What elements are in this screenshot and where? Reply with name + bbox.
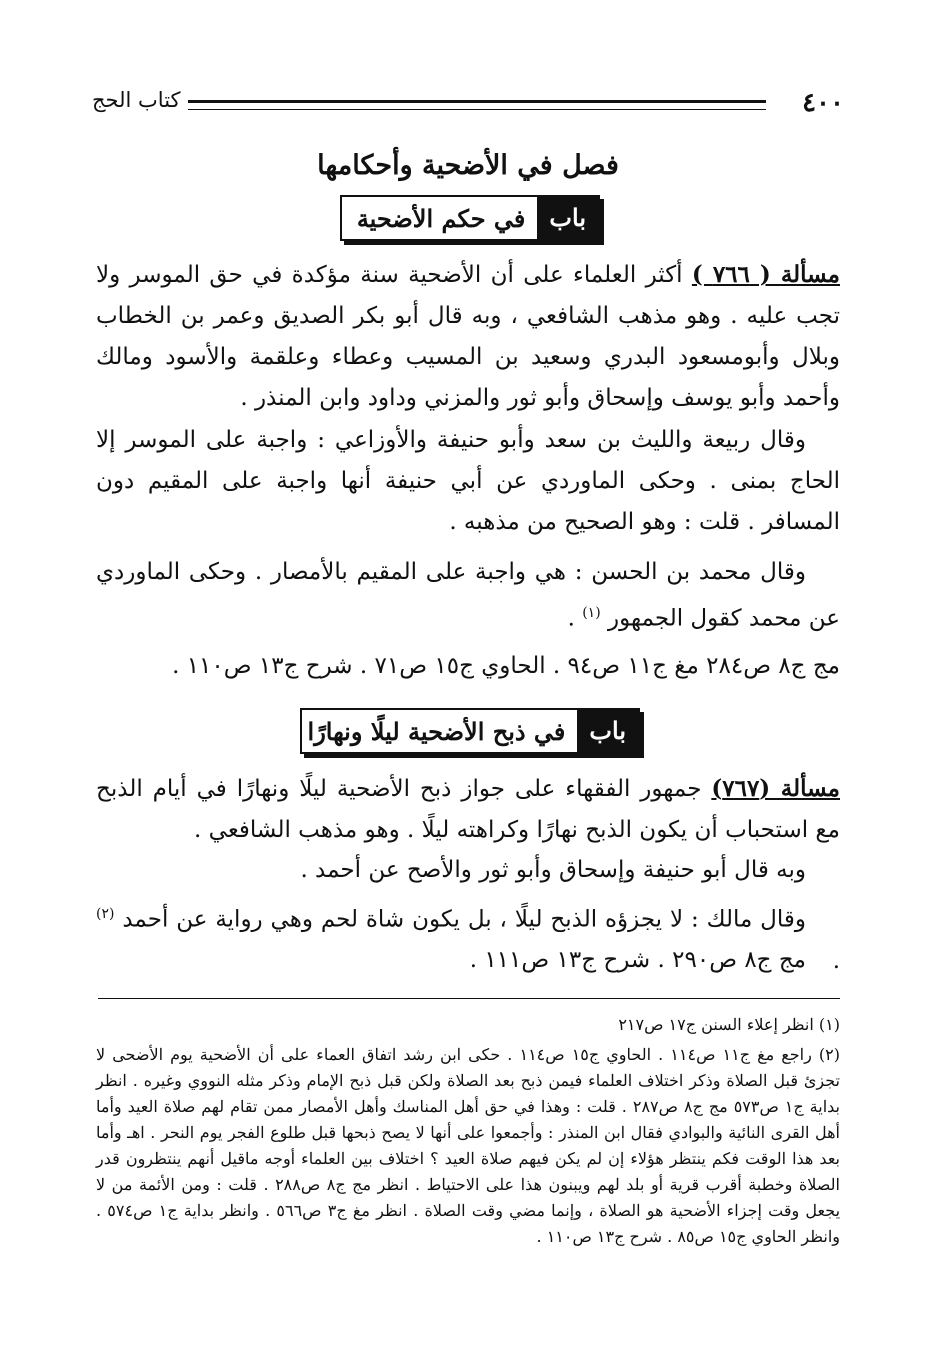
abu-hanifa-paragraph: وبه قال أبو حنيفة وإسحاق وأبو ثور والأصح عن أحمد . (300, 857, 806, 883)
running-header (92, 88, 844, 124)
section-heading-ruling (340, 195, 600, 241)
references-line: مج ج٨ ص٢٩٠ . شرح ج١٣ ص١١١ . (469, 947, 806, 973)
footnote-marker: (٢) (96, 906, 115, 922)
paragraph-text: وقال مالك : لا يجزؤه الذبح ليلًا ، بل يكون شاة لحم وهي رواية عن أحمد (122, 906, 807, 933)
masala-text: أكثر العلماء على أن الأضحية سنة مؤكدة في حق الموسر ولا تجب عليه . وهو مذهب الشافعي ، وبه قال أبو بكر الصديق وعمر بن الخطاب وبلال وأبومسعود البدري وسعيد بن المسيب وعطاء وعلقمة والأسود ومالك وأحمد وأبو يوسف وإسحاق وأبو ثور والمزني وداود وابن المنذر . (96, 262, 840, 411)
bab-label: باب (577, 710, 638, 752)
rabia-paragraph: وقال ربيعة والليث بن سعد وأبو حنيفة والأوزاعي : واجبة على الموسر إلا الحاج بمنى . وحكى الماوردي عن أبي حنيفة أنها واجبة على المقيم دون المسافر . قلت : وهو الصحيح من مذهبه . (96, 427, 840, 535)
references-line: مج ج٨ ص٢٨٤ مغ ج١١ ص٩٤ . الحاوي ج١٥ ص٧١ . شرح ج١٣ ص١١٠ . (172, 653, 840, 679)
chapter-title: فصل في الأضحية وأحكامها (317, 150, 619, 181)
header-rule (188, 100, 766, 110)
book-title: كتاب الحج (92, 88, 181, 112)
bab-label: باب (537, 197, 598, 239)
masala-number: مسألة (٧٦٧) (711, 775, 840, 802)
section-title: في ذبح الأضحية ليلًا ونهارًا (307, 716, 566, 746)
section-title: في حكم الأضحية (356, 203, 526, 233)
footnote-1: (١) انظر إعلاء السنن ج١٧ ص٢١٧ (618, 1015, 840, 1034)
footnote-marker: (١) (582, 605, 601, 621)
footnote-2: (٢) راجع مغ ج١١ ص١١٤ . الحاوي ج١٥ ص١١٤ . حكى ابن رشد اتفاق العماء على أن الأضحية يوم الأضحى لا تجزئ قبل الصلاة وذكر اختلاف العلماء فيمن ذبح بعد الصلاة ولكن قبل ذبح الإمام وذكر مثله النووي وغيره . انظر بداية ج١ ص٥٧٣ مج ج٨ ص٢٨٧ . قلت : وهذا في حق أهل المناسك وأهل الأمصار ممن تقام لهم صلاة العيد وأما أهل القرى النائية والبوادي فقال ابن المنذر : وأجمعوا على أنها لا يصح ذبحها قبل طلوع الفجر يوم النحر . اهـ وأما بعد هذا الوقت فكم ينتظر هؤلاء إن لم يكن فيهم صلاة العيد ؟ اختلاف بين العلماء أوجه ماقيل أنهم ينتظرون قدر الصلاة وخطبة أقرب قرية أو بلد لهم ويبنون هذا على الاحتياط . انظر مج ج٨ ص٢٨٨ . قلت : ومن الأئمة من لا يجعل وقت إجزاء الأضحية هو الصلاة ، وإنما مضي وقت الصلاة . انظر مغ ج٣ ص٥٦٦ . وانظر بداية ج١ ص٥٧٤ . وانظر الحاوي ج١٥ ص٨٥ . شرح ج١٣ ص١١٠ . (96, 1045, 841, 1246)
paragraph-end: . (567, 605, 583, 632)
paragraph-text: وقال محمد بن الحسن : هي واجبة على المقيم بالأمصار . وحكى الماوردي عن محمد كقول الجمهور (96, 559, 840, 632)
section-heading-slaughter-time (300, 708, 640, 754)
masala-text: جمهور الفقهاء على جواز ذبح الأضحية ليلًا ونهارًا في أيام الذبح مع استحباب أن يكون الذبح نهارًا وكراهته ليلًا . وهو مذهب الشافعي . (96, 776, 840, 843)
masala-number: مسألة ( ٧٦٦ ) (691, 261, 841, 288)
page-number: ٤٠٠ (802, 88, 844, 118)
masala-767-paragraph (96, 768, 840, 851)
paragraph-end: . (832, 947, 840, 974)
hasan-paragraph (96, 552, 840, 640)
footnote-separator (98, 998, 840, 999)
masala-766-paragraph (96, 254, 840, 419)
